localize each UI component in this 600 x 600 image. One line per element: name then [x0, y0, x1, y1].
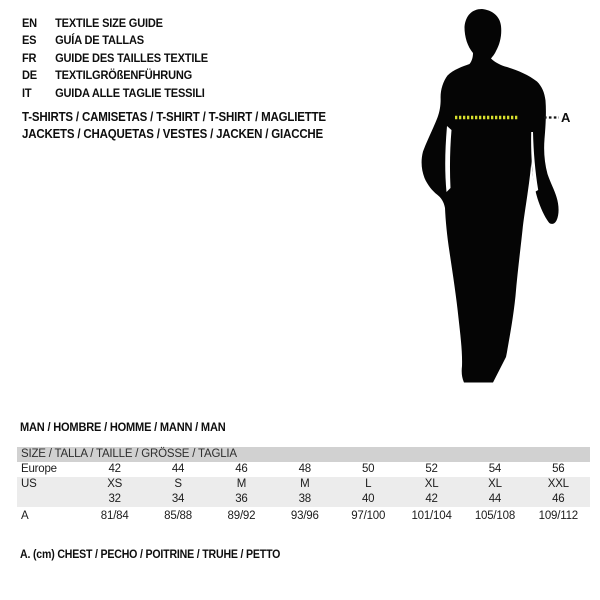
row-label: US	[17, 477, 83, 492]
size-table-header-row	[17, 447, 590, 462]
size-table-header: SIZE / TALLA / TAILLE / GRÖSSE / TAGLIA	[17, 447, 590, 462]
row-label	[17, 492, 83, 507]
size-cell: 93/96	[290, 510, 319, 522]
size-cell: 89/92	[227, 510, 256, 522]
size-cell: 56	[552, 463, 565, 475]
size-cell: XL	[400, 477, 463, 492]
language-code: IT	[22, 85, 32, 100]
size-cell: 34	[146, 492, 209, 507]
row-label: A	[21, 510, 29, 522]
size-cell: 46	[527, 492, 590, 507]
language-code: FR	[22, 50, 37, 65]
size-cell: XL	[463, 477, 526, 492]
row-label: Europe	[21, 463, 57, 475]
size-cell: 109/112	[538, 510, 578, 522]
size-cell: 46	[235, 463, 248, 475]
language-title: TEXTILE SIZE GUIDE	[55, 16, 163, 30]
size-table	[17, 447, 590, 526]
language-code: EN	[22, 16, 37, 30]
size-cell: M	[273, 477, 336, 492]
size-cell: 36	[210, 492, 273, 507]
garment-line-jackets: JACKETS / CHAQUETAS / VESTES / JACKEN / GIACCHE	[22, 127, 324, 141]
measurement-label-a: A	[561, 110, 571, 125]
size-cell: 38	[273, 492, 336, 507]
size-cell: 40	[337, 492, 400, 507]
language-title: TEXTILGRÖßENFÜHRUNG	[55, 68, 193, 83]
size-cell: M	[210, 477, 273, 492]
size-cell: 52	[425, 463, 438, 475]
size-cell: S	[146, 477, 209, 492]
language-title: GUIDA ALLE TAGLIE TESSILI	[55, 85, 205, 100]
size-row-chest-cm	[17, 507, 590, 526]
language-title: GUIDE DES TAILLES TEXTILE	[55, 50, 208, 65]
size-row-us-letters	[17, 477, 590, 492]
size-cell: 50	[361, 463, 375, 475]
size-cell: XXL	[527, 477, 590, 492]
size-cell: 54	[488, 463, 502, 475]
size-cell: 44	[463, 492, 526, 507]
size-cell: 97/100	[351, 510, 386, 522]
size-cell: 42	[400, 492, 463, 507]
size-cell: 101/104	[411, 510, 452, 522]
size-cell: 42	[108, 463, 121, 475]
language-title: GUÍA DE TALLAS	[55, 33, 144, 48]
size-cell: 85/88	[164, 510, 192, 522]
size-cell: XS	[83, 477, 146, 492]
section-title-man: MAN / HOMBRE / HOMME / MANN / MAN	[20, 420, 226, 434]
language-code: ES	[22, 33, 37, 48]
size-cell: 44	[171, 463, 185, 475]
garment-line-tshirts: T-SHIRTS / CAMISETAS / T-SHIRT / T-SHIRT / MAGLIETTE	[22, 110, 326, 124]
size-cell: 32	[83, 492, 146, 507]
size-row-us-numbers	[17, 492, 590, 507]
language-code: DE	[22, 68, 37, 83]
man-silhouette	[422, 9, 559, 383]
size-row-europe	[17, 462, 590, 477]
size-cell: L	[337, 477, 400, 492]
size-cell: 81/84	[100, 510, 129, 522]
measurement-note: A. (cm) CHEST / PECHO / POITRINE / TRUHE / PETTO	[20, 549, 281, 561]
size-cell: 105/108	[474, 510, 516, 522]
size-cell: 48	[298, 463, 312, 475]
